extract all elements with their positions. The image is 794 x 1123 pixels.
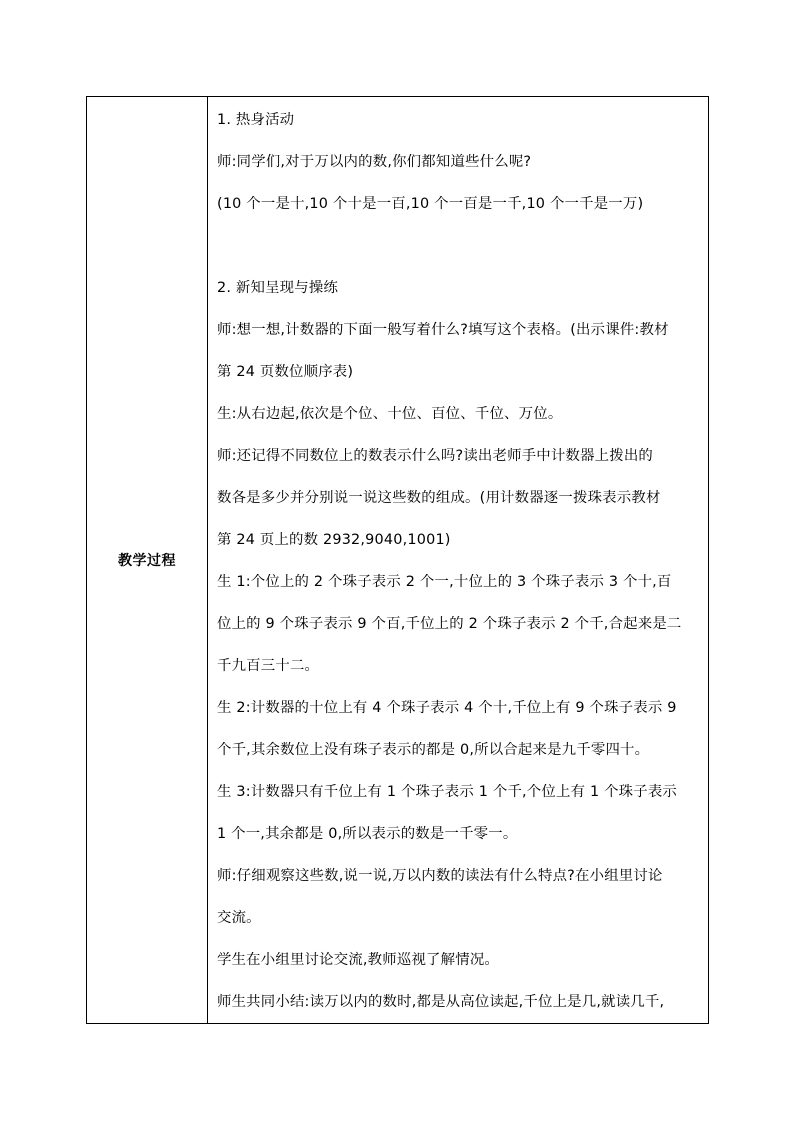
paragraph-line: 师:想一想,计数器的下面一般写着什么?填写这个表格。(出示课件:教材 (217, 322, 669, 338)
paragraph-line: 学生在小组里讨论交流,教师巡视了解情况。 (217, 952, 499, 968)
paragraph-line: 第 24 页上的数 2932,9040,1001) (217, 532, 451, 548)
paragraph-line: 位上的 9 个珠子表示 9 个百,千位上的 2 个珠子表示 2 个千,合起来是二 (217, 616, 682, 632)
paragraph-line: (10 个一是十,10 个十是一百,10 个一百是一千,10 个一千是一万) (217, 196, 644, 212)
paragraph-line: 师:同学们,对于万以内的数,你们都知道些什么呢? (217, 154, 532, 170)
paragraph-line: 第 24 页数位顺序表) (217, 364, 354, 380)
section-label-cell (87, 97, 208, 1024)
paragraph-line: 个千,其余数位上没有珠子表示的都是 0,所以合起来是九千零四十。 (217, 742, 650, 758)
paragraph-line: 1 个一,其余都是 0,所以表示的数是一千零一。 (217, 826, 518, 842)
paragraph-line: 生 1:个位上的 2 个珠子表示 2 个一,十位上的 3 个珠子表示 3 个十,百 (217, 574, 672, 590)
new-knowledge-heading: 2. 新知呈现与操练 (217, 280, 339, 296)
section-label: 教学过程 (118, 553, 176, 569)
paragraph-line: 师:还记得不同数位上的数表示什么吗?读出老师手中计数器上拨出的 (217, 448, 654, 464)
paragraph-line: 师:仔细观察这些数,说一说,万以内数的读法有什么特点?在小组里讨论 (217, 868, 663, 884)
paragraph-line: 千九百三十二。 (217, 658, 320, 674)
paragraph-line: 数各是多少并分别说一说这些数的组成。(用计数器逐一拨珠表示教材 (217, 490, 661, 506)
paragraph-line: 交流。 (217, 910, 261, 926)
warmup-heading: 1. 热身活动 (217, 112, 295, 128)
paragraph-line: 生:从右边起,依次是个位、十位、百位、千位、万位。 (217, 406, 563, 422)
paragraph-line: 生 3:计数器只有千位上有 1 个珠子表示 1 个千,个位上有 1 个珠子表示 (217, 784, 678, 800)
paragraph-line: 师生共同小结:读万以内的数时,都是从高位读起,千位上是几,就读几千, (217, 994, 665, 1010)
teaching-process-row (87, 97, 709, 1024)
lesson-plan-table (86, 96, 709, 1024)
section-content-cell (208, 97, 709, 1024)
paragraph-line: 生 2:计数器的十位上有 4 个珠子表示 4 个十,千位上有 9 个珠子表示 9 (217, 700, 677, 716)
blank-line (217, 225, 701, 267)
